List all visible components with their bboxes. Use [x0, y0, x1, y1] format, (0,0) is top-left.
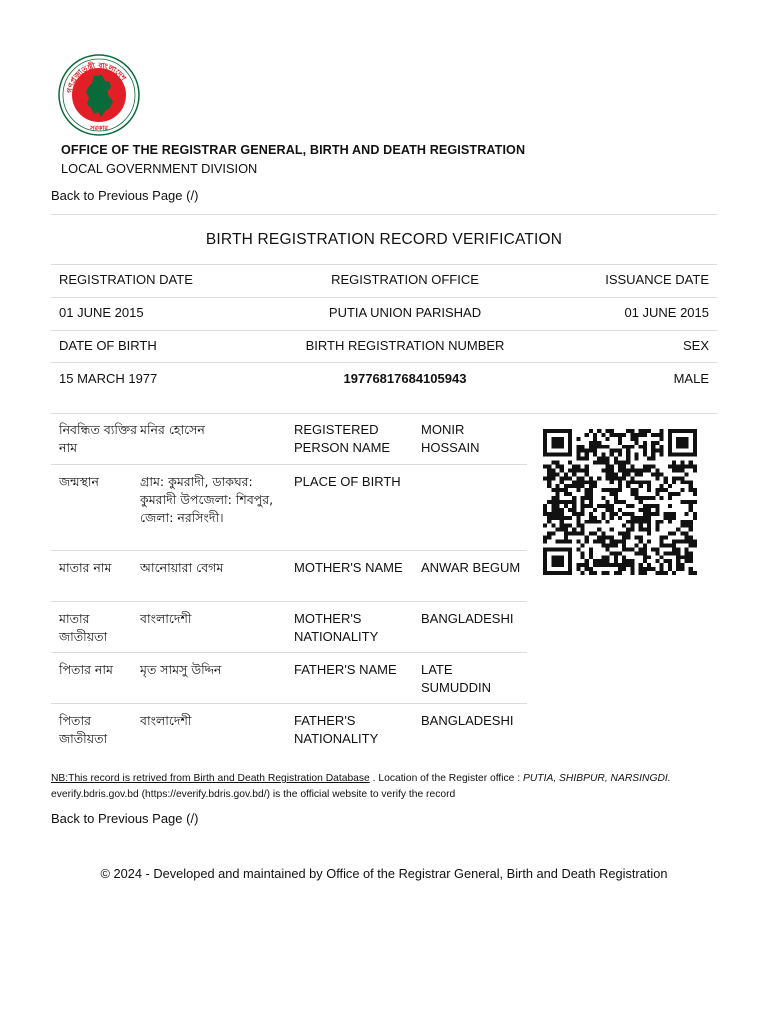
bn-label: মাতার নাম — [59, 560, 112, 575]
footer-copyright: © 2024 - Developed and maintained by Office of the Registrar General, Birth and Death Registration — [100, 866, 668, 881]
en-label: MOTHER'S NAME — [294, 560, 403, 575]
page-title: BIRTH REGISTRATION RECORD VERIFICATION — [205, 231, 563, 248]
sex-label: SEX — [682, 338, 709, 353]
bn-label: মাতার জাতীয়তা — [59, 611, 108, 644]
svg-text:গণপ্রজাতন্ত্রী বাংলাদেশ: গণপ্রজাতন্ত্রী বাংলাদেশ — [65, 60, 128, 94]
bn-value: মৃত সামসু উদ্দিন — [140, 662, 222, 677]
government-seal-logo — [58, 54, 140, 136]
summary-value-row — [51, 363, 717, 395]
bn-value: বাংলাদেশী — [140, 713, 192, 728]
bn-value: মনির হোসেন — [140, 422, 205, 437]
divider — [51, 214, 717, 215]
en-value: BANGLADESHI — [421, 611, 514, 626]
en-label: MOTHER'S NATIONALITY — [294, 611, 379, 644]
table-row — [51, 551, 527, 602]
registration-office-value: PUTIA UNION PARISHAD — [328, 305, 482, 320]
en-value: MONIR HOSSAIN — [421, 422, 480, 455]
bn-value: আনোয়ারা বেগম — [140, 560, 224, 575]
en-value: BANGLADESHI — [421, 713, 514, 728]
register-office-location: PUTIA, SHIBPUR, NARSINGDI. — [523, 773, 671, 784]
date-of-birth-label: DATE OF BIRTH — [59, 338, 157, 353]
table-row — [51, 653, 527, 704]
database-note — [51, 771, 717, 803]
birth-registration-number-value: 19776817684105943 — [343, 371, 467, 386]
en-value: ANWAR BEGUM — [421, 560, 521, 575]
registration-date-value: 01 JUNE 2015 — [59, 305, 144, 320]
table-row — [51, 704, 527, 756]
bn-label: পিতার জাতীয়তা — [59, 713, 108, 746]
note-text: . Location of the Register office : — [369, 773, 523, 784]
note-source-link[interactable]: NB:This record is retrived from Birth and Death Registration Database — [51, 773, 370, 784]
table-row — [51, 602, 527, 653]
office-title: OFFICE OF THE REGISTRAR GENERAL, BIRTH AND DEATH REGISTRATION — [61, 143, 526, 157]
en-label: FATHER'S NAME — [294, 662, 397, 677]
note-text: everify.bdris.gov.bd (https://everify.bdris.gov.bd/) is the official website to verify the record — [51, 789, 456, 800]
registration-date-label: REGISTRATION DATE — [59, 272, 193, 287]
svg-text:সরকার: সরকার — [90, 124, 108, 132]
en-label: FATHER'S NATIONALITY — [294, 713, 379, 746]
bn-label: পিতার নাম — [59, 662, 113, 677]
en-label: REGISTERED PERSON NAME — [294, 422, 391, 455]
bn-value: বাংলাদেশী — [140, 611, 192, 626]
issuance-date-label: ISSUANCE DATE — [605, 272, 709, 287]
sex-value: MALE — [673, 371, 709, 386]
date-of-birth-value: 15 MARCH 1977 — [59, 371, 158, 386]
division-name: LOCAL GOVERNMENT DIVISION — [61, 161, 258, 176]
en-value: LATE SUMUDDIN — [421, 662, 492, 695]
bn-value: গ্রাম: কুমরাদী, ডাকঘর: কুমরাদী উপজেলা: শিবপুর, জেলা: নরসিংদী। — [140, 474, 274, 525]
table-row — [51, 465, 527, 551]
back-to-previous-link[interactable]: Back to Previous Page (/) — [51, 811, 199, 826]
summary-value-row — [51, 297, 717, 329]
summary-header-row — [51, 330, 717, 362]
issuance-date-value: 01 JUNE 2015 — [624, 305, 709, 320]
registration-office-label: REGISTRATION OFFICE — [331, 272, 479, 287]
back-to-previous-link[interactable]: Back to Previous Page (/) — [51, 188, 199, 203]
bn-label: জন্মস্থান — [59, 474, 100, 489]
table-row — [51, 413, 527, 465]
en-label: PLACE OF BIRTH — [294, 474, 401, 489]
birth-registration-number-label: BIRTH REGISTRATION NUMBER — [305, 338, 505, 353]
summary-header-row — [51, 264, 717, 296]
verification-qr-code — [543, 429, 697, 575]
bn-label: নিবন্ধিত ব্যক্তির নাম — [59, 422, 137, 455]
